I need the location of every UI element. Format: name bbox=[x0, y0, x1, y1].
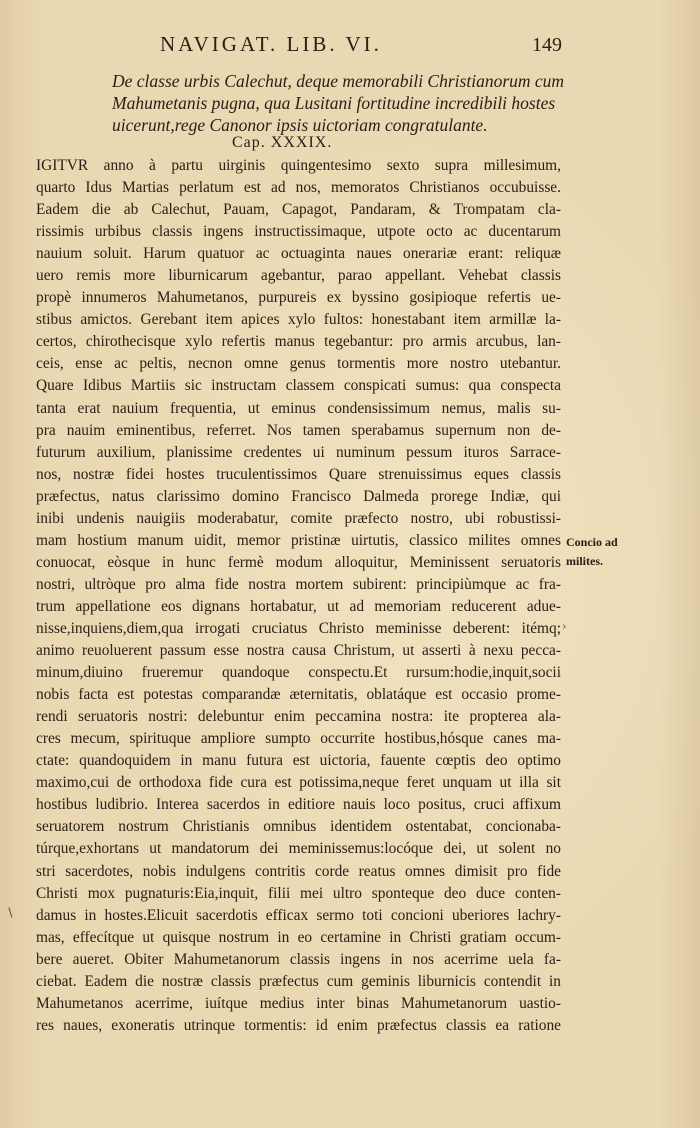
text-line: res naues, exoneratis utrinque tormentis: id enim præfectus classis ea ratione bbox=[36, 1016, 561, 1034]
text-line: nos, nostræ fidei hostes truculentissimos Quare strenuissimus eques classis bbox=[36, 465, 561, 483]
text-line: certos, chirothecisque xylo refertis manus tegebantur: pro armis arcubus, lan- bbox=[36, 333, 561, 351]
text-line: IGITVR anno à partu uirginis quingentesimo sexto supra millesimum, bbox=[36, 157, 561, 174]
text-line: propè innumeros Mahumetanos, purpureis ex byssino gosipioque refertis ue- bbox=[36, 289, 561, 307]
text-line: nisse,inquiens,diem,qua irrogati cruciatus Christo meminisse deberent: itémq; bbox=[36, 619, 561, 637]
margin-mark: › bbox=[562, 620, 567, 633]
margin-mark: ∖ bbox=[6, 906, 14, 920]
text-line: inibi undenis nauigiis moderabatur, comite præfecto nostro, ubi robustissi- bbox=[36, 509, 561, 527]
text-line: minum,diuino frueremur quandoque conspectu.Et rursum:hodie,inquit,socii bbox=[36, 664, 561, 682]
text-line: nobis facta est potestas comparandæ æternitatis, oblatáque est occasio prome- bbox=[36, 686, 561, 704]
text-line: Mahumetanos acerrime, iuítque medius inter binas Mahumetanorum uastio- bbox=[36, 994, 561, 1012]
text-line: ciebat. Eadem die nostræ classis præfectus cum geminis liburnicis contendit in bbox=[36, 972, 561, 990]
text-line: bere aueret. Obiter Mahumetanorum classis ingens in nos acerrime uela fa- bbox=[36, 950, 561, 968]
text-line: rendi seruatoris nostri: delebuntur enim peccamina nostra: ite propterea ala- bbox=[36, 708, 561, 726]
running-head: NAVIGAT. LIB. VI. bbox=[160, 32, 382, 56]
text-line: hostibus ludibrio. Interea sacerdos in editiore nauis loco positus, cruci affixum bbox=[36, 796, 561, 814]
text-line: ceis, ense ac peltis, necnon omne genus tormentis more nostro utebantur. bbox=[36, 355, 561, 373]
text-line: stibus amictos. Gerebant item apices xylo fultos: honestabant item armillæ la- bbox=[36, 311, 561, 329]
text-line: damus in hostes.Elicuit sacerdotis efficax sermo toti concioni uberiores lachry- bbox=[36, 906, 561, 924]
page-number: 149 bbox=[532, 34, 562, 56]
margin-note bbox=[566, 533, 630, 571]
text-line: Quare Idibus Martiis sic instructam classem conspicati sumus: qua conspecta bbox=[36, 377, 561, 395]
text-line: quarto Idus Martias perlatum est ad nos, memoratos Christianos occubuisse. bbox=[36, 179, 561, 197]
text-line: præfectus, natus clarissimo domino Francisco Dalmeda prorege Indiæ, qui bbox=[36, 487, 561, 505]
text-line: Eadem die ab Calechut, Pauam, Capagot, Pandaram, & Trompatam cla- bbox=[36, 201, 561, 219]
chapter-title bbox=[112, 70, 582, 136]
text-line: animo reuoluerent passum esse nostra causa Christum, ut asserti à nexu pecca- bbox=[36, 642, 561, 660]
margin-note-line: Concio ad bbox=[566, 535, 618, 549]
text-line: rissimis urbibus classis ingens instructissimaque, utpote octo ac ducentarum bbox=[36, 223, 561, 241]
text-line: pra nauim eminentibus, referret. Nos tamen sperabamus supernum non de- bbox=[36, 421, 561, 439]
text-line: cres mecum, spirituque ampliore sumpto occurrite hostibus,hósque canes ma- bbox=[36, 730, 561, 748]
text-line: stri sacerdotes, nobis indulgens contritis corde reatus omnes dimisit pro fide bbox=[36, 862, 561, 880]
title-line: uicerunt,rege Canonor ipsis uictoriam congratulante. bbox=[112, 115, 488, 135]
title-line: De classe urbis Calechut, deque memorabili Christianorum cum bbox=[112, 71, 565, 91]
text-line: uero remis more liburnicarum agebantur, parao appellant. Vehebat classis bbox=[36, 267, 561, 285]
text-line: Christi mox pugnaturis:Eia,inquit, filii mei ultro sponteque deo duce conten- bbox=[36, 884, 561, 902]
text-line: túrque,exhortans ut mandatorum dei meminissemus:locóque dei, ut solent no bbox=[36, 840, 561, 858]
title-line: Mahumetanis pugna, qua Lusitani fortitudine incredibili hostes bbox=[112, 93, 556, 113]
text-line: trum appellatione eos dignans hortabatur, ut ad memoriam reducerent adue- bbox=[36, 597, 561, 615]
text-line: ctate: quandoquidem in manu futura est uictoria, fauente cœptis deo optimo bbox=[36, 752, 561, 770]
chapter-number: Cap. XXXIX. bbox=[232, 134, 333, 151]
margin-note-line: milites. bbox=[566, 554, 603, 568]
text-line: mam hostium manum uidit, memor pristinæ uirtutis, classico milites omnes bbox=[36, 531, 561, 549]
text-line: futurum auxilium, planissime credentes ui numinum pessum ituros Sarrace- bbox=[36, 443, 561, 461]
text-line: mas, effecítque ut quisque nostrum in eo certamine in Christi gratiam occum- bbox=[36, 928, 561, 946]
text-line: tanta erat nauium frequentia, ut eminus condensissimum nemus, malis su- bbox=[36, 399, 561, 417]
text-line: nostri, ultròque pro alma fide nostra mortem subirent: principiùmque ac fra- bbox=[36, 575, 561, 593]
text-line: nauium soluit. Harum quatuor ac octuaginta naues onerariæ erant: reliquæ bbox=[36, 245, 561, 263]
text-line: seruatorem nostrum Christianis omnibus identidem ostentabat, concionaba- bbox=[36, 818, 561, 836]
text-line: conuocat, eòsque in hunc fermè modum alloquitur, Meminissent seruatoris bbox=[36, 553, 561, 571]
body-text bbox=[36, 155, 561, 1037]
text-line: maximo,cui de orthodoxa fide cura est potissima,neque feret unquam ut illa sit bbox=[36, 774, 561, 792]
